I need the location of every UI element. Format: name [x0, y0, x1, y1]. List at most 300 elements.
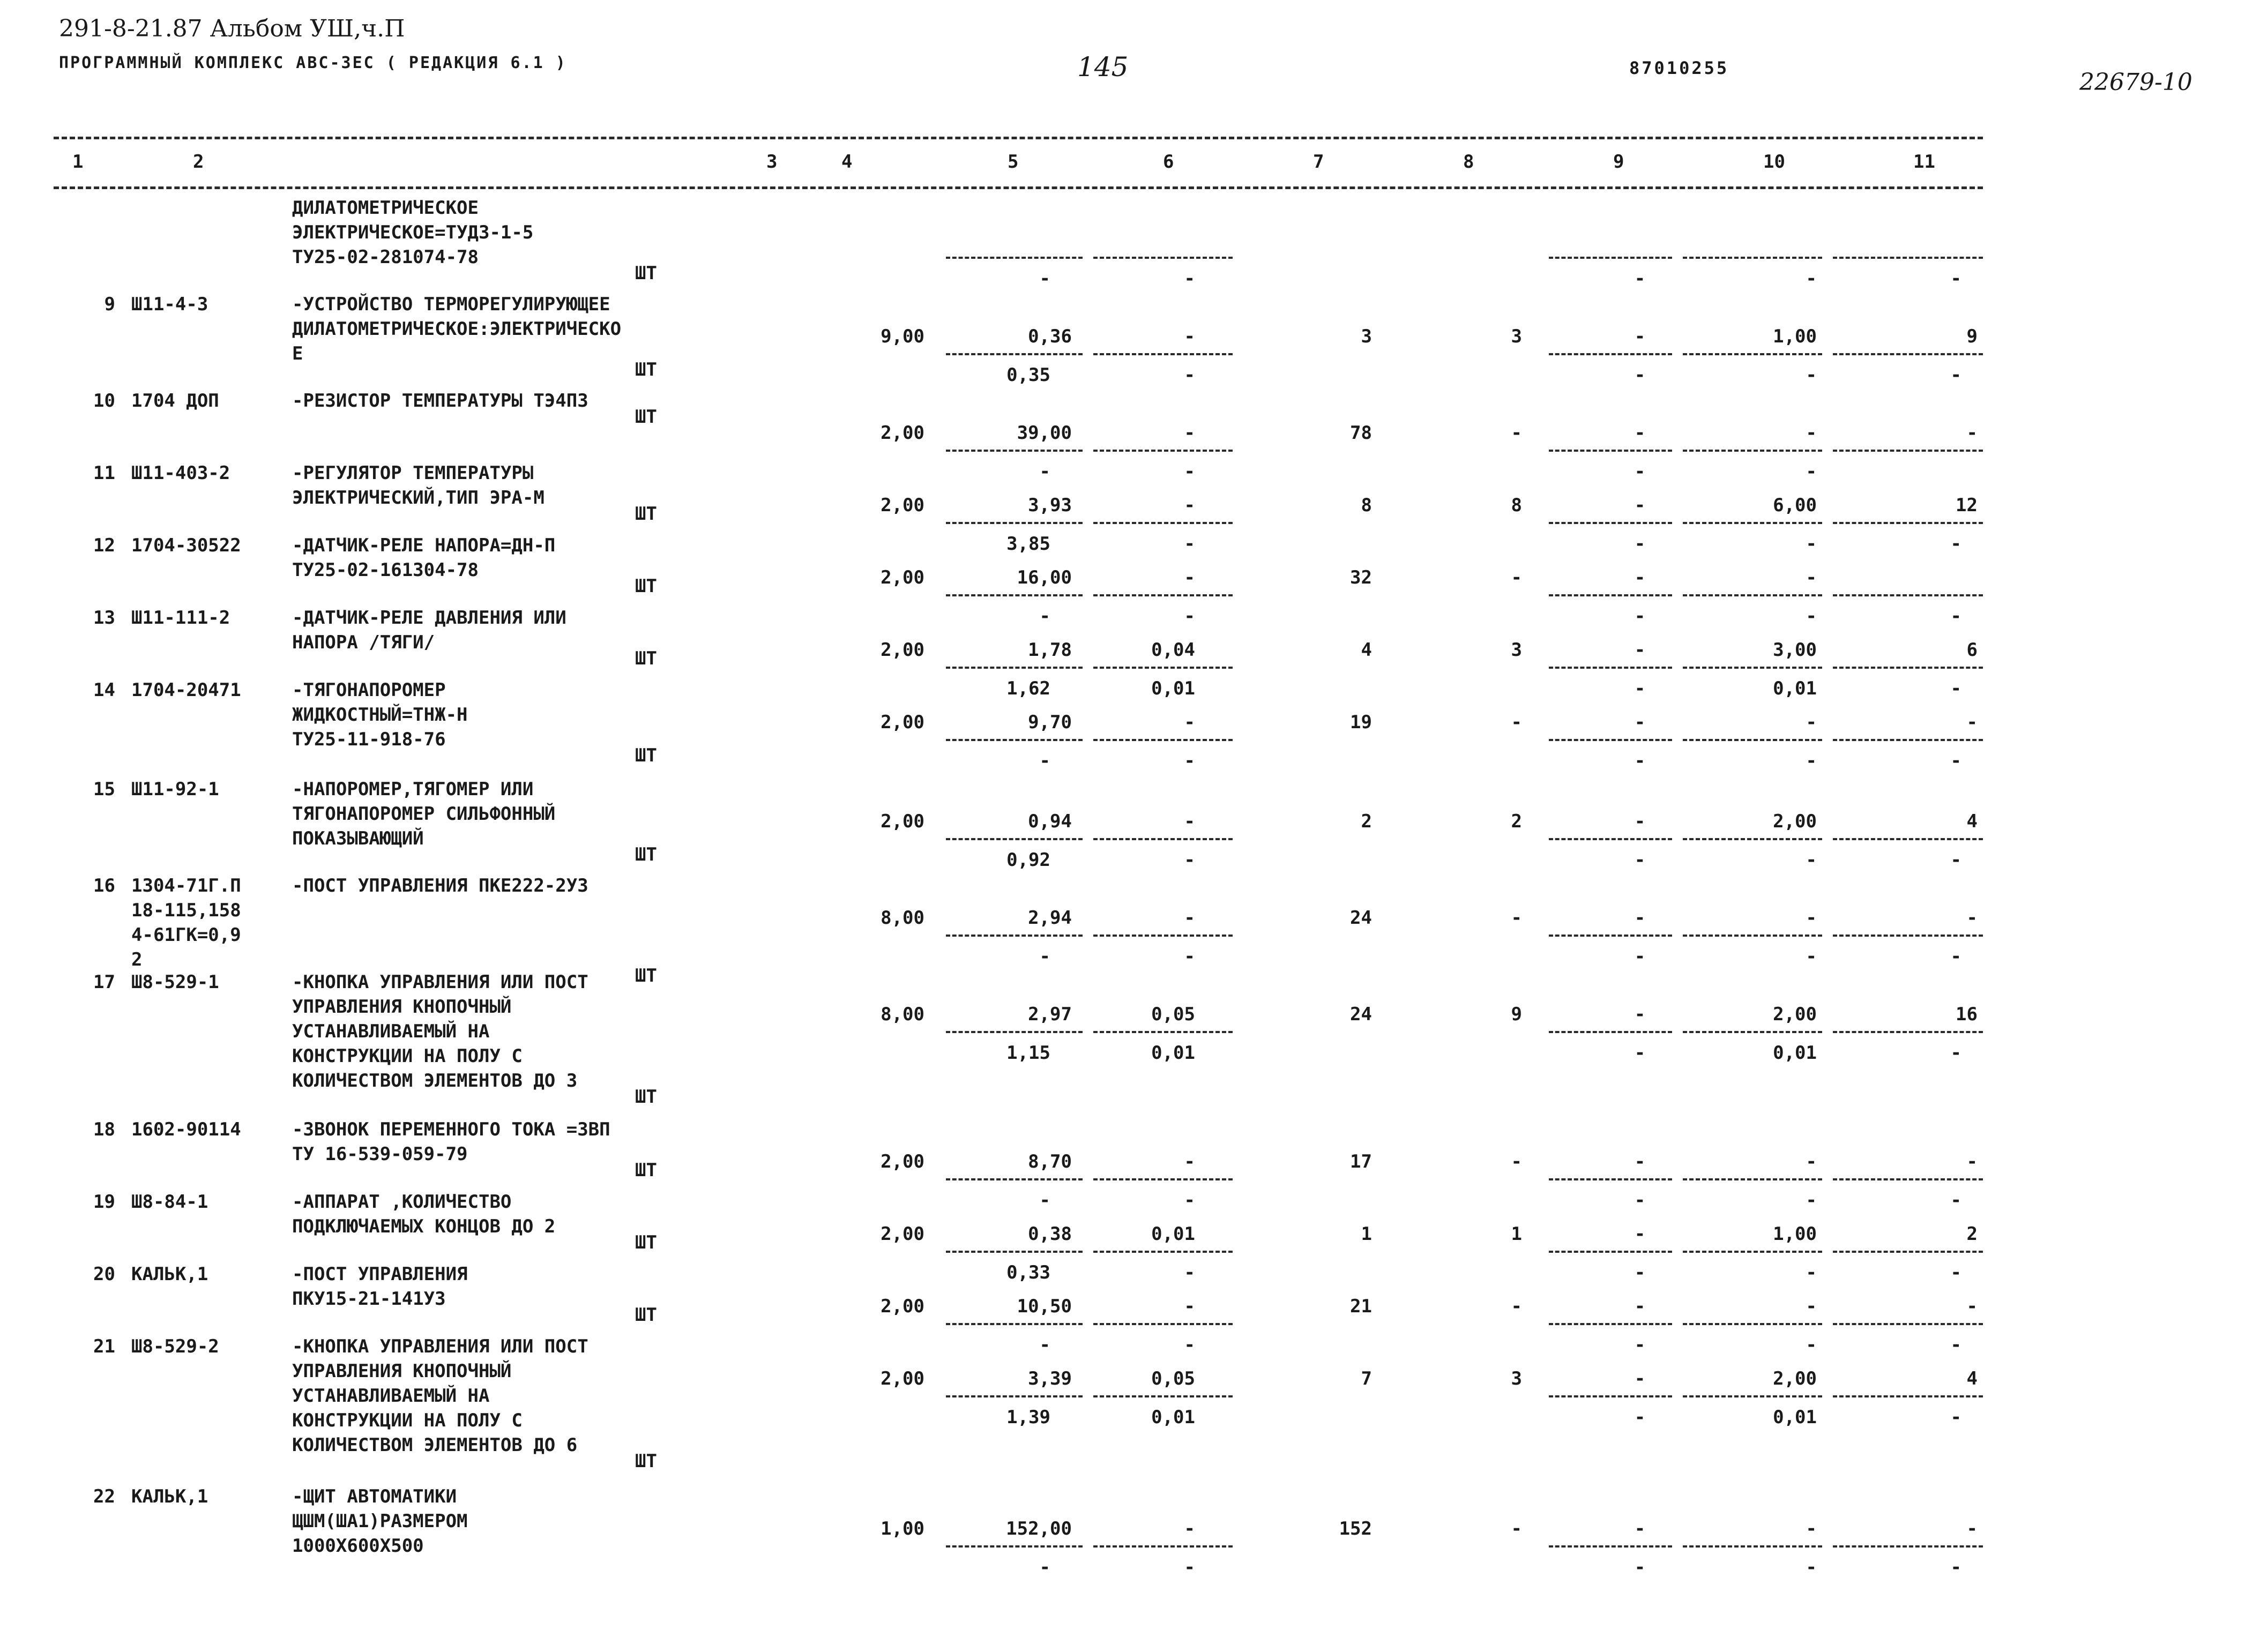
quantity: 8,00 — [881, 1004, 924, 1025]
item-code: 1304-71Г.П — [131, 875, 241, 896]
item-code: 1704-20471 — [131, 679, 241, 701]
col10-sub-value: - — [1806, 946, 1817, 967]
cell-separator — [1833, 353, 1983, 355]
quantity: 2,00 — [881, 639, 924, 661]
col9-sub-value: - — [1634, 946, 1646, 967]
row-number: 12 — [93, 535, 115, 556]
col11-value: - — [1966, 422, 1978, 444]
unit-label: ШТ — [635, 1160, 657, 1181]
cell-separator — [1093, 1323, 1233, 1325]
item-name: -РЕЗИСТОР ТЕМПЕРАТУРЫ ТЭ4ПЗ — [292, 390, 588, 412]
row-number: 14 — [93, 679, 115, 701]
column-header-4: 4 — [841, 151, 853, 173]
col9-sub-value: - — [1634, 606, 1646, 627]
col10-value: - — [1806, 1151, 1817, 1172]
cell-separator — [1833, 1545, 1983, 1548]
col5-sub-value: - — [1039, 461, 1050, 482]
col9-sub-value: - — [1634, 1334, 1646, 1356]
col11-sub-value: - — [1950, 533, 1961, 555]
cell-separator — [1683, 1031, 1822, 1033]
col11-value: - — [1966, 1151, 1978, 1172]
col9-sub-value: - — [1634, 461, 1646, 482]
col6-sub-value: - — [1184, 750, 1195, 772]
col10-sub-value: 0,01 — [1773, 1407, 1817, 1428]
item-name: ЭЛЕКТРИЧЕСКИЙ,ТИП ЭРА-М — [292, 487, 545, 509]
column-header-1: 1 — [72, 151, 84, 173]
col9-sub-value: - — [1634, 678, 1646, 699]
col7-value: 2 — [1361, 811, 1372, 832]
col9-sub-value: - — [1634, 268, 1646, 289]
cell-separator — [1683, 1395, 1822, 1397]
unit-label: ШТ — [635, 1451, 657, 1472]
column-header-2: 2 — [193, 151, 204, 173]
col5-sub-value: - — [1039, 1190, 1050, 1211]
col6-value: - — [1184, 495, 1195, 516]
cell-separator — [946, 667, 1083, 669]
cell-separator — [946, 739, 1083, 741]
reference-number: 22679-10 — [2079, 69, 2192, 96]
cell-separator — [1833, 1323, 1983, 1325]
col9-sub-value: - — [1634, 750, 1646, 772]
item-name: ЭЛЕКТРИЧЕСКОЕ=ТУДЗ-1-5 — [292, 222, 534, 243]
unit-label: ШТ — [635, 844, 657, 865]
item-name: ПОКАЗЫВАЮЩИЙ — [292, 828, 424, 849]
col5-sub-value: 0,35 — [1006, 364, 1050, 386]
cell-separator — [946, 1323, 1083, 1325]
cell-separator — [1833, 450, 1983, 452]
col11-value: 4 — [1966, 1368, 1978, 1389]
row-number: 13 — [93, 607, 115, 629]
col5-value: 16,00 — [1017, 567, 1072, 588]
cell-separator — [1683, 522, 1822, 524]
cell-separator — [1833, 739, 1983, 741]
cell-separator — [1093, 1031, 1233, 1033]
col11-sub-value: - — [1950, 1407, 1961, 1428]
col9-value: - — [1634, 712, 1646, 733]
item-code: КАЛЬК,1 — [131, 1486, 208, 1507]
cell-separator — [946, 838, 1083, 840]
quantity: 1,00 — [881, 1518, 924, 1539]
col10-value: - — [1806, 567, 1817, 588]
item-name: -РЕГУЛЯТОР ТЕМПЕРАТУРЫ — [292, 462, 534, 484]
col5-value: 152,00 — [1006, 1518, 1072, 1539]
item-name: ДИЛАТОМЕТРИЧЕСКОЕ:ЭЛЕКТРИЧЕСКО — [292, 318, 622, 340]
col6-value: - — [1184, 1518, 1195, 1539]
col11-sub-value: - — [1950, 1262, 1961, 1283]
col6-sub-value: - — [1184, 364, 1195, 386]
col8-value: - — [1511, 712, 1522, 733]
cell-separator — [1549, 1323, 1672, 1325]
cell-separator — [1093, 450, 1233, 452]
row-number: 16 — [93, 875, 115, 896]
col11-value: 12 — [1956, 495, 1978, 516]
col6-sub-value: - — [1184, 1557, 1195, 1578]
col5-value: 39,00 — [1017, 422, 1072, 444]
item-name: ТЯГОНАПОРОМЕР СИЛЬФОННЫЙ — [292, 803, 556, 825]
col7-value: 152 — [1339, 1518, 1372, 1539]
col9-value: - — [1634, 1296, 1646, 1317]
row-number: 17 — [93, 971, 115, 993]
col9-sub-value: - — [1634, 1407, 1646, 1428]
cell-separator — [946, 935, 1083, 937]
col11-sub-value: - — [1950, 1334, 1961, 1356]
col6-value: - — [1184, 811, 1195, 832]
unit-label: ШТ — [635, 503, 657, 525]
cell-separator — [1093, 935, 1233, 937]
col9-value: - — [1634, 811, 1646, 832]
col11-value: 16 — [1956, 1004, 1978, 1025]
column-header-10: 10 — [1763, 151, 1785, 173]
col11-sub-value: - — [1950, 606, 1961, 627]
col9-value: - — [1634, 639, 1646, 661]
cell-separator — [1093, 1395, 1233, 1397]
cell-separator — [1093, 667, 1233, 669]
row-number: 20 — [93, 1264, 115, 1285]
col7-value: 24 — [1350, 1004, 1372, 1025]
album-title: 291-8-21.87 Альбом УШ,ч.П — [59, 15, 405, 42]
cell-separator — [946, 594, 1083, 596]
item-name: КОЛИЧЕСТВОМ ЭЛЕМЕНТОВ ДО 6 — [292, 1434, 578, 1456]
col11-value: 6 — [1966, 639, 1978, 661]
quantity: 2,00 — [881, 422, 924, 444]
cell-separator — [946, 257, 1083, 259]
unit-label: ШТ — [635, 1304, 657, 1326]
item-name: УПРАВЛЕНИЯ КНОПОЧНЫЙ — [292, 1361, 512, 1382]
cell-separator — [1833, 935, 1983, 937]
item-code: Ш8-529-2 — [131, 1336, 219, 1357]
col6-sub-value: - — [1184, 606, 1195, 627]
col11-sub-value: - — [1950, 268, 1961, 289]
cell-separator — [1093, 594, 1233, 596]
cell-separator — [1549, 1251, 1672, 1253]
col5-value: 3,39 — [1028, 1368, 1072, 1389]
col10-value: - — [1806, 1518, 1817, 1539]
col10-sub-value: - — [1806, 268, 1817, 289]
quantity: 2,00 — [881, 567, 924, 588]
unit-label: ШТ — [635, 1086, 657, 1108]
program-title: ПРОГРАММНЫЙ КОМПЛЕКС АВС-3ЕС ( РЕДАКЦИЯ 6.1 ) — [59, 54, 567, 72]
col10-value: 2,00 — [1773, 1368, 1817, 1389]
col9-value: - — [1634, 1223, 1646, 1245]
col6-value: - — [1184, 422, 1195, 444]
col5-value: 3,93 — [1028, 495, 1072, 516]
col8-value: 8 — [1511, 495, 1522, 516]
column-header-9: 9 — [1613, 151, 1624, 173]
col8-value: 3 — [1511, 1368, 1522, 1389]
col8-value: - — [1511, 1518, 1522, 1539]
table-top-rule — [54, 137, 1983, 139]
col11-value: - — [1966, 712, 1978, 733]
item-code: КАЛЬК,1 — [131, 1264, 208, 1285]
col10-sub-value: - — [1806, 849, 1817, 871]
col9-value: - — [1634, 422, 1646, 444]
col5-sub-value: - — [1039, 1557, 1050, 1578]
item-name: КОНСТРУКЦИИ НА ПОЛУ С — [292, 1410, 523, 1431]
col11-sub-value: - — [1950, 364, 1961, 386]
col10-value: 3,00 — [1773, 639, 1817, 661]
cell-separator — [1683, 1545, 1822, 1548]
col9-value: - — [1634, 495, 1646, 516]
col10-value: 2,00 — [1773, 1004, 1817, 1025]
row-number: 9 — [104, 294, 115, 315]
item-name: ТУ 16-539-059-79 — [292, 1143, 468, 1165]
cell-separator — [1549, 450, 1672, 452]
col9-value: - — [1634, 907, 1646, 929]
col6-sub-value: 0,01 — [1151, 678, 1195, 699]
item-name: -ДАТЧИК-РЕЛЕ ДАВЛЕНИЯ ИЛИ — [292, 607, 566, 629]
item-code: Ш11-92-1 — [131, 779, 219, 800]
quantity: 2,00 — [881, 811, 924, 832]
cell-separator — [1683, 1323, 1822, 1325]
column-header-8: 8 — [1463, 151, 1474, 173]
col11-sub-value: - — [1950, 750, 1961, 772]
col5-sub-value: 3,85 — [1006, 533, 1050, 555]
col8-value: 9 — [1511, 1004, 1522, 1025]
cell-separator — [1549, 1395, 1672, 1397]
col8-value: 2 — [1511, 811, 1522, 832]
col7-value: 32 — [1350, 567, 1372, 588]
unit-label: ШТ — [635, 359, 657, 380]
quantity: 2,00 — [881, 1296, 924, 1317]
col9-sub-value: - — [1634, 1042, 1646, 1064]
cell-separator — [1549, 522, 1672, 524]
item-name: УСТАНАВЛИВАЕМЫЙ НА — [292, 1021, 490, 1042]
item-name: ТУ25-02-161304-78 — [292, 559, 479, 581]
col6-sub-value: - — [1184, 1262, 1195, 1283]
quantity: 2,00 — [881, 1151, 924, 1172]
col9-value: - — [1634, 1368, 1646, 1389]
cell-separator — [1549, 935, 1672, 937]
row-number: 10 — [93, 390, 115, 412]
col5-sub-value: - — [1039, 1334, 1050, 1356]
col6-value: - — [1184, 1151, 1195, 1172]
col11-value: 2 — [1966, 1223, 1978, 1245]
col10-value: 6,00 — [1773, 495, 1817, 516]
col6-value: 0,01 — [1151, 1223, 1195, 1245]
cell-separator — [1833, 667, 1983, 669]
document-code: 87010255 — [1629, 58, 1729, 78]
item-name: -КНОПКА УПРАВЛЕНИЯ ИЛИ ПОСТ — [292, 971, 588, 993]
item-name: УСТАНАВЛИВАЕМЫЙ НА — [292, 1385, 490, 1407]
cell-separator — [1683, 450, 1822, 452]
col10-value: - — [1806, 1296, 1817, 1317]
col10-sub-value: - — [1806, 606, 1817, 627]
item-code: 4-61ГК=0,9 — [131, 924, 241, 946]
col5-value: 0,36 — [1028, 326, 1072, 347]
col11-sub-value: - — [1950, 1042, 1961, 1064]
item-name: ТУ25-02-281074-78 — [292, 246, 479, 268]
column-header-7: 7 — [1313, 151, 1324, 173]
col10-value: 1,00 — [1773, 1223, 1817, 1245]
item-name: КОНСТРУКЦИИ НА ПОЛУ С — [292, 1045, 523, 1067]
item-name: -АППАРАТ ,КОЛИЧЕСТВО — [292, 1191, 512, 1213]
unit-label: ШТ — [635, 263, 657, 284]
col10-sub-value: - — [1806, 461, 1817, 482]
cell-separator — [946, 1178, 1083, 1180]
col6-sub-value: - — [1184, 461, 1195, 482]
item-name: Е — [292, 343, 303, 364]
col5-sub-value: 1,15 — [1006, 1042, 1050, 1064]
col10-value: 2,00 — [1773, 811, 1817, 832]
col5-sub-value: 1,62 — [1006, 678, 1050, 699]
cell-separator — [1683, 739, 1822, 741]
cell-separator — [1093, 1251, 1233, 1253]
cell-separator — [1093, 1178, 1233, 1180]
col6-value: 0,04 — [1151, 639, 1195, 661]
cell-separator — [946, 450, 1083, 452]
col5-value: 2,97 — [1028, 1004, 1072, 1025]
col8-value: - — [1511, 567, 1522, 588]
col11-sub-value: - — [1950, 1557, 1961, 1578]
cell-separator — [1833, 1251, 1983, 1253]
col5-sub-value: - — [1039, 268, 1050, 289]
col8-value: 1 — [1511, 1223, 1522, 1245]
col7-value: 19 — [1350, 712, 1372, 733]
col10-sub-value: - — [1806, 1190, 1817, 1211]
item-name: -ЩИТ АВТОМАТИКИ — [292, 1486, 457, 1507]
quantity: 2,00 — [881, 1223, 924, 1245]
unit-label: ШТ — [635, 965, 657, 986]
col7-value: 7 — [1361, 1368, 1372, 1389]
col6-sub-value: - — [1184, 849, 1195, 871]
page-number: 145 — [1077, 51, 1129, 83]
col6-value: - — [1184, 567, 1195, 588]
cell-separator — [1683, 353, 1822, 355]
column-header-5: 5 — [1008, 151, 1019, 173]
col11-value: - — [1966, 1518, 1978, 1539]
col6-value: - — [1184, 1296, 1195, 1317]
item-name: ДИЛАТОМЕТРИЧЕСКОЕ — [292, 197, 479, 219]
col5-value: 0,94 — [1028, 811, 1072, 832]
col6-value: - — [1184, 907, 1195, 929]
col7-value: 4 — [1361, 639, 1372, 661]
col5-sub-value: - — [1039, 946, 1050, 967]
item-code: 1704-30522 — [131, 535, 241, 556]
cell-separator — [1549, 353, 1672, 355]
item-name: -НАПОРОМЕР,ТЯГОМЕР ИЛИ — [292, 779, 534, 800]
col8-value: - — [1511, 907, 1522, 929]
item-code: Ш8-529-1 — [131, 971, 219, 993]
col11-value: 9 — [1966, 326, 1978, 347]
col5-value: 2,94 — [1028, 907, 1072, 929]
col5-sub-value: 0,92 — [1006, 849, 1050, 871]
col6-sub-value: - — [1184, 1190, 1195, 1211]
col6-sub-value: 0,01 — [1151, 1407, 1195, 1428]
cell-separator — [1549, 1178, 1672, 1180]
col6-sub-value: - — [1184, 1334, 1195, 1356]
item-name: -ТЯГОНАПОРОМЕР — [292, 679, 446, 701]
cell-separator — [946, 1251, 1083, 1253]
col10-sub-value: - — [1806, 1557, 1817, 1578]
cell-separator — [1833, 594, 1983, 596]
col11-value: 4 — [1966, 811, 1978, 832]
col9-value: - — [1634, 1518, 1646, 1539]
cell-separator — [946, 353, 1083, 355]
col10-sub-value: - — [1806, 750, 1817, 772]
col7-value: 3 — [1361, 326, 1372, 347]
item-name: 1000Х600Х500 — [292, 1535, 424, 1557]
col5-sub-value: 0,33 — [1006, 1262, 1050, 1283]
col10-sub-value: - — [1806, 533, 1817, 555]
col7-value: 8 — [1361, 495, 1372, 516]
col8-value: - — [1511, 1296, 1522, 1317]
row-number: 15 — [93, 779, 115, 800]
col5-value: 1,78 — [1028, 639, 1072, 661]
cell-separator — [1833, 257, 1983, 259]
col10-value: - — [1806, 422, 1817, 444]
cell-separator — [1549, 838, 1672, 840]
col8-value: 3 — [1511, 639, 1522, 661]
col7-value: 21 — [1350, 1296, 1372, 1317]
item-code: 2 — [131, 949, 143, 970]
item-name: ЖИДКОСТНЫЙ=ТНЖ-Н — [292, 704, 468, 726]
col11-sub-value: - — [1950, 1190, 1961, 1211]
col10-sub-value: 0,01 — [1773, 1042, 1817, 1064]
col7-value: 78 — [1350, 422, 1372, 444]
item-code: 1704 ДОП — [131, 390, 219, 412]
cell-separator — [1833, 1178, 1983, 1180]
cell-separator — [1683, 594, 1822, 596]
row-number: 18 — [93, 1119, 115, 1140]
col9-sub-value: - — [1634, 364, 1646, 386]
cell-separator — [946, 1395, 1083, 1397]
unit-label: ШТ — [635, 648, 657, 669]
col5-value: 8,70 — [1028, 1151, 1072, 1172]
col8-value: - — [1511, 1151, 1522, 1172]
cell-separator — [946, 522, 1083, 524]
col11-sub-value: - — [1950, 678, 1961, 699]
item-name: -ПОСТ УПРАВЛЕНИЯ — [292, 1264, 468, 1285]
cell-separator — [1093, 257, 1233, 259]
cell-separator — [1683, 1178, 1822, 1180]
row-number: 21 — [93, 1336, 115, 1357]
quantity: 2,00 — [881, 1368, 924, 1389]
item-name: НАПОРА /ТЯГИ/ — [292, 632, 435, 653]
item-name: -ПОСТ УПРАВЛЕНИЯ ПКЕ222-2У3 — [292, 875, 588, 896]
item-name: КОЛИЧЕСТВОМ ЭЛЕМЕНТОВ ДО 3 — [292, 1070, 578, 1092]
unit-label: ШТ — [635, 575, 657, 597]
item-code: 1602-90114 — [131, 1119, 241, 1140]
item-code: Ш11-4-3 — [131, 294, 208, 315]
quantity: 2,00 — [881, 712, 924, 733]
col6-value: - — [1184, 326, 1195, 347]
cell-separator — [1683, 935, 1822, 937]
cell-separator — [1093, 1545, 1233, 1548]
col5-value: 10,50 — [1017, 1296, 1072, 1317]
cell-separator — [1549, 257, 1672, 259]
col6-value: - — [1184, 712, 1195, 733]
col5-sub-value: - — [1039, 606, 1050, 627]
item-name: -КНОПКА УПРАВЛЕНИЯ ИЛИ ПОСТ — [292, 1336, 588, 1357]
col5-value: 0,38 — [1028, 1223, 1072, 1245]
col6-sub-value: - — [1184, 533, 1195, 555]
item-name: -ЗВОНОК ПЕРЕМЕННОГО ТОКА =ЗВП — [292, 1119, 610, 1140]
col11-sub-value: - — [1950, 849, 1961, 871]
col11-value: - — [1966, 907, 1978, 929]
col6-sub-value: - — [1184, 268, 1195, 289]
item-name: УПРАВЛЕНИЯ КНОПОЧНЫЙ — [292, 996, 512, 1018]
quantity: 2,00 — [881, 495, 924, 516]
col9-sub-value: - — [1634, 1262, 1646, 1283]
col10-sub-value: - — [1806, 1262, 1817, 1283]
col9-sub-value: - — [1634, 533, 1646, 555]
col7-value: 24 — [1350, 907, 1372, 929]
cell-separator — [1683, 667, 1822, 669]
unit-label: ШТ — [635, 1232, 657, 1253]
table-header-rule — [54, 186, 1983, 189]
column-header-6: 6 — [1163, 151, 1174, 173]
col9-sub-value: - — [1634, 1190, 1646, 1211]
